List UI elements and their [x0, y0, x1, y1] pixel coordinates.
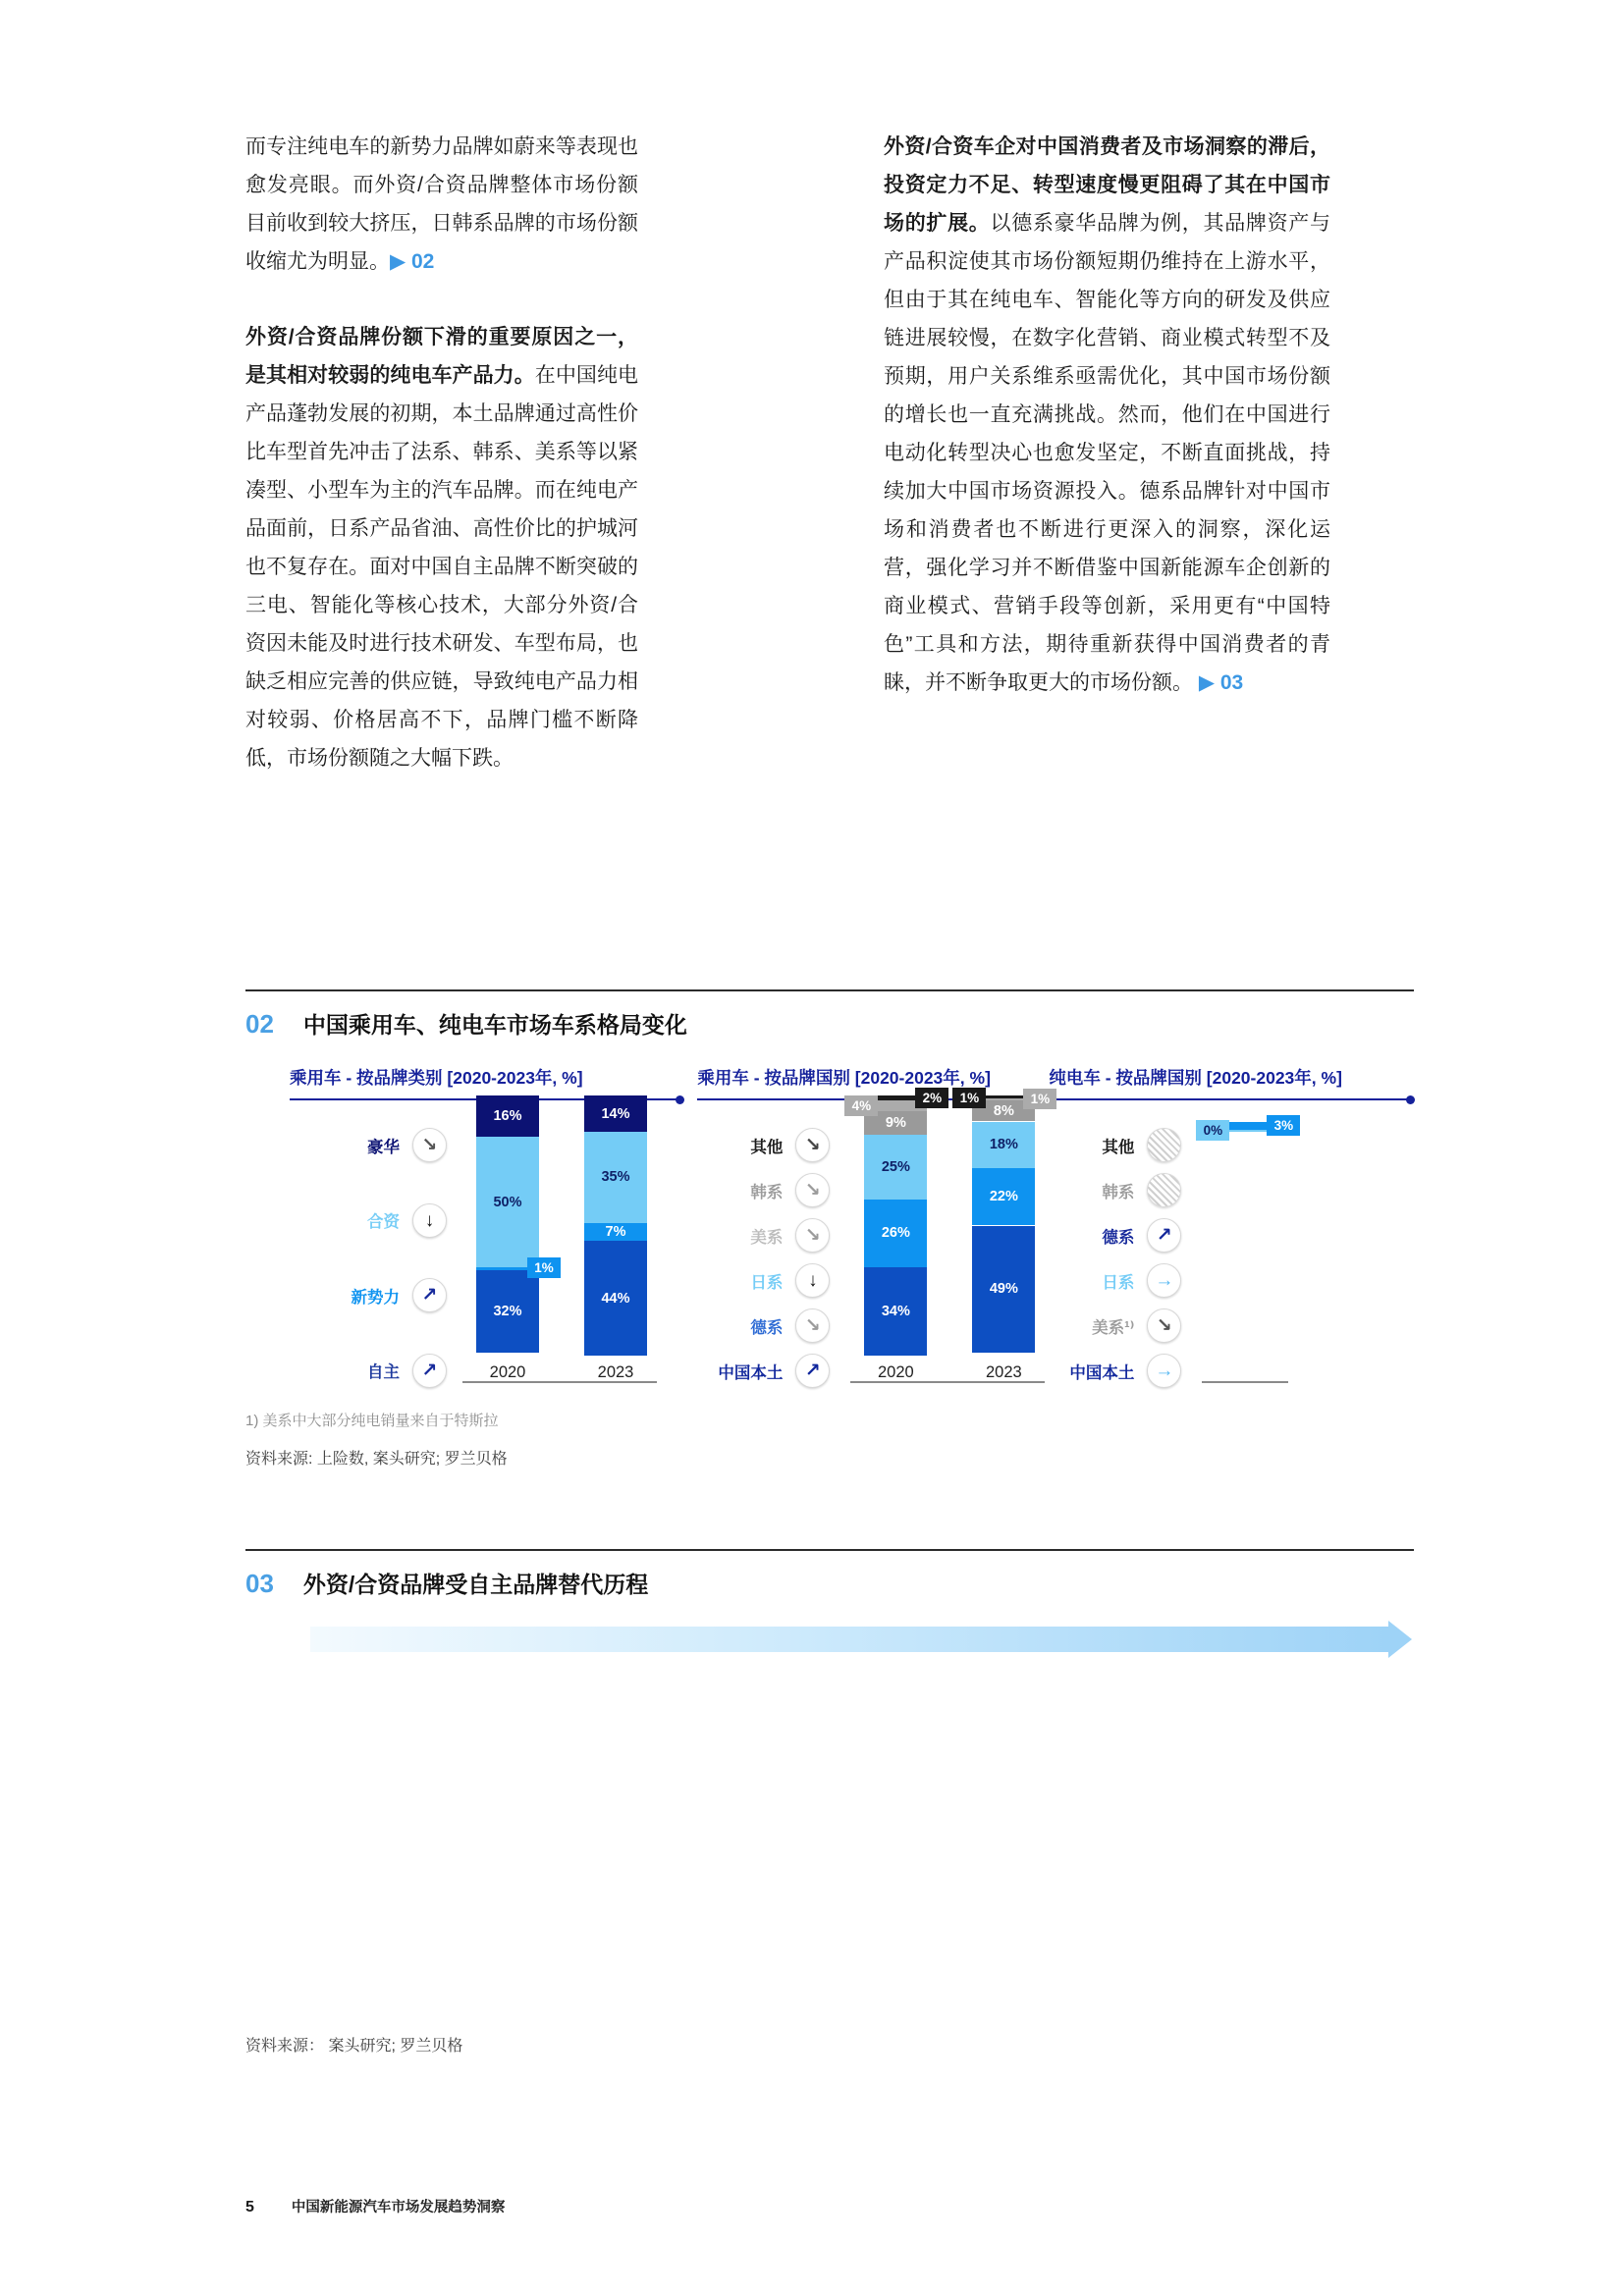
trend-arrow-icon: → [1147, 1354, 1181, 1388]
legend-row [697, 1354, 830, 1388]
body-text: 以德系豪华品牌为例，其品牌资产与产品积淀使其市场份额短期仍维持在上游水平，但由于其在纯电车、智能化等方向的研发及供应链进展较慢，在数字化营销、商业模式转型不及预期，用户关系维系亟需优化，其中国市场份额的增长也一直充满挑战。然而，他们在中国进行电动化转型决心也愈发坚定，不断直面挑战，持续加大中国市场资源投入。德系品牌针对中国市场和消费者也不断进行更深入的洞察，深化运营，强化学习并不断借鉴中国新能源车企创新的商业模式、营销手段等创新，采用更有“中国特色”工具和方法，期待重新获得中国消费者的青睐，并不断争取更大的市场份额。 [884, 212, 1330, 694]
stacked-bar [1203, 1117, 1294, 1382]
segment-value-chip: 1% [1023, 1089, 1056, 1109]
trend-arrow-icon: ↘ [795, 1128, 830, 1162]
legend-label: 德系 [1102, 1228, 1135, 1247]
legend-row [290, 1128, 447, 1162]
bar-charts-row [245, 1065, 1414, 1390]
divider [245, 989, 1414, 991]
figure-source: 资料来源: 上险数, 案头研究; 罗兰贝格 [245, 1451, 508, 1468]
segment-value: 49% [989, 1281, 1018, 1298]
bar-segment [972, 1226, 1035, 1354]
segment-value-chip: 3% [1267, 1115, 1300, 1136]
legend-row [290, 1354, 447, 1388]
figure-ref-03[interactable]: ▶ 03 [1198, 671, 1244, 694]
figure-footnote: 1) 美系中大部分纯电销量来自于特斯拉 [245, 1413, 499, 1429]
chart-legend [290, 1122, 447, 1390]
segment-value: 22% [989, 1189, 1018, 1205]
x-axis-line [850, 1381, 1045, 1383]
bar-segment [972, 1122, 1035, 1169]
x-axis-label: 2023 [986, 1363, 1022, 1381]
bar-segment [584, 1095, 647, 1132]
segment-value: 44% [601, 1290, 630, 1307]
legend-label: 其他 [1102, 1138, 1135, 1156]
trend-arrow-icon: ↓ [795, 1263, 830, 1298]
bar-segment [476, 1137, 539, 1267]
legend-row [697, 1218, 830, 1253]
segment-value: 35% [601, 1169, 630, 1186]
bar-segment [584, 1132, 647, 1223]
divider [245, 1549, 1414, 1551]
segment-value-chip: 4% [844, 1095, 878, 1116]
figure-title: 中国乘用车、纯电车市场车系格局变化 [302, 1012, 687, 1038]
legend-label: 德系 [750, 1318, 784, 1337]
segment-value-chip: 1% [527, 1257, 561, 1278]
chart-plot [1203, 1117, 1294, 1382]
chart-subtitle: 纯电车 - 按品牌国别 [2020-2023年, %] [1049, 1065, 1414, 1100]
segment-value: 26% [881, 1225, 910, 1242]
stacked-bar [584, 1095, 647, 1356]
trend-arrow-icon: ↓ [412, 1203, 447, 1238]
stacked-bar-chart [697, 1065, 1051, 1390]
subtitle-end-dot [1406, 1095, 1415, 1104]
legend-row [697, 1173, 830, 1207]
legend-row [290, 1203, 447, 1238]
bar-column [959, 1091, 1051, 1382]
legend-row [697, 1128, 830, 1162]
legend-row [697, 1263, 830, 1298]
legend-label: 日系 [1102, 1273, 1135, 1292]
x-axis-line [462, 1381, 657, 1383]
chart-subtitle: 乘用车 - 按品牌国别 [2020-2023年, %] [697, 1065, 1035, 1100]
legend-row [1049, 1308, 1181, 1343]
legend-row [1049, 1128, 1181, 1162]
chart-body [290, 1105, 683, 1390]
left-column [245, 128, 638, 815]
page-number: 5 [245, 2199, 254, 2216]
figure-02 [245, 989, 1414, 1468]
figure-number: 02 [245, 1009, 274, 1039]
segment-value: 18% [989, 1137, 1018, 1153]
chart-body [1049, 1117, 1414, 1390]
stacked-bar [959, 1091, 1051, 1356]
segment-value: 7% [605, 1224, 626, 1241]
figure-03-header [245, 1567, 1414, 1599]
subtitle-end-dot [676, 1095, 684, 1104]
segment-value: 16% [493, 1108, 522, 1125]
bar-segment [864, 1200, 927, 1267]
trend-arrow-icon: ↘ [795, 1173, 830, 1207]
hatched-circle-icon [1147, 1173, 1181, 1207]
figure-source: 资料来源： 案头研究; 罗兰贝格 [245, 2038, 463, 2055]
sequence-arrow-band [310, 1627, 1388, 1652]
segment-value: 34% [881, 1303, 910, 1319]
legend-label: 美系 [750, 1228, 784, 1247]
legend-label: 其他 [750, 1138, 784, 1156]
x-axis-label: 2020 [489, 1363, 526, 1381]
chart-plot [851, 1091, 1051, 1382]
legend-row [1049, 1263, 1181, 1298]
figure-ref-02[interactable]: ▶ 02 [390, 250, 435, 273]
bar-segment [972, 1168, 1035, 1225]
trend-arrow-icon: ↘ [795, 1218, 830, 1253]
paragraph [245, 318, 638, 777]
legend-label: 日系 [750, 1273, 784, 1292]
figure-03 [245, 1549, 1414, 2056]
bar-segment [864, 1267, 927, 1356]
stacked-bar [851, 1091, 943, 1356]
lead-bold-text: 外资/合资车企对中国消费者及市场洞察的滞后，投资定力不足、转型速度慢更阻碍了其在中国市场的扩展。 [884, 135, 1330, 235]
legend-row [1049, 1173, 1181, 1207]
substitution-sequence-row [245, 1627, 1414, 1652]
figure-number: 03 [245, 1569, 274, 1598]
legend-label: 中国本土 [1069, 1363, 1135, 1382]
bar-segment [864, 1135, 927, 1200]
lead-bold-text: 外资/合资品牌份额下滑的重要原因之一，是其相对较弱的纯电车产品力。 [245, 326, 638, 387]
x-axis-label: 2023 [597, 1363, 634, 1381]
chart-legend [1049, 1122, 1181, 1390]
body-text: 在中国纯电产品蓬勃发展的初期，本土品牌通过高性价比车型首先冲击了法系、韩系、美系等以紧凑型、小型车为主的汽车品牌。而在纯电产品面前，日系产品省油、高性价比的护城河也不复存在。面对中国自主品牌不断突破的三电、智能化等核心技术，大部分外资/合资因未能及时进行技术研发、车型布局，也缺乏相应完善的供应链，导致纯电产品力相对较弱、价格居高不下，品牌门槛不断降低，市场份额随之大幅下跌。 [245, 364, 639, 770]
segment-value-chip: 2% [915, 1088, 948, 1108]
trend-arrow-icon: ↗ [412, 1354, 447, 1388]
stacked-bar [476, 1095, 554, 1356]
trend-arrow-icon: ↘ [412, 1128, 447, 1162]
bar-segment [476, 1270, 539, 1354]
right-column [884, 128, 1330, 815]
report-title: 中国新能源汽车市场发展趋势洞察 [291, 2200, 506, 2216]
trend-arrow-icon: ↘ [1147, 1308, 1181, 1343]
x-axis-label: 2020 [878, 1363, 914, 1381]
page-footer [245, 2196, 505, 2216]
trend-arrow-icon: ↗ [795, 1354, 830, 1388]
segment-value: 32% [493, 1303, 522, 1319]
bar-column [1203, 1117, 1294, 1382]
segment-value: 50% [493, 1194, 522, 1210]
chart-body [697, 1091, 1051, 1390]
legend-label: 美系¹⁾ [1092, 1318, 1135, 1337]
segment-value: 9% [885, 1114, 906, 1131]
legend-label: 韩系 [1102, 1183, 1135, 1201]
hatched-circle-icon [1147, 1128, 1181, 1162]
segment-value: 8% [993, 1102, 1014, 1119]
segment-value: 25% [881, 1158, 910, 1175]
legend-label: 自主 [367, 1363, 400, 1382]
legend-row [290, 1278, 447, 1312]
segment-value: 14% [601, 1105, 630, 1122]
segment-value-chip: 1% [952, 1088, 986, 1108]
legend-row [697, 1308, 830, 1343]
legend-row [1049, 1354, 1181, 1388]
stacked-bar-chart [245, 1065, 683, 1390]
figure-02-header [245, 1007, 1414, 1040]
legend-row [1049, 1218, 1181, 1253]
legend-label: 韩系 [750, 1183, 784, 1201]
bar-column [851, 1091, 943, 1382]
trend-arrow-icon: ↗ [1147, 1218, 1181, 1253]
stacked-bar-chart [1049, 1065, 1414, 1390]
bar-column [584, 1095, 647, 1382]
paragraph [245, 128, 638, 281]
body-text: 而专注纯电车的新势力品牌如蔚来等表现也愈发亮眼。而外资/合资品牌整体市场份额目前收到较大挤压，日韩系品牌的市场份额收缩尤为明显。 [245, 135, 638, 273]
trend-arrow-icon: ↘ [795, 1308, 830, 1343]
paragraph [884, 128, 1330, 702]
bar-column [476, 1095, 554, 1382]
chart-legend [697, 1122, 830, 1390]
chart-subtitle: 乘用车 - 按品牌类别 [2020-2023年, %] [290, 1065, 683, 1100]
bar-segment [584, 1241, 647, 1356]
trend-arrow-icon: ↗ [412, 1278, 447, 1312]
trend-arrow-icon: → [1147, 1263, 1181, 1298]
chart-plot [476, 1105, 647, 1382]
bar-segment [584, 1223, 647, 1242]
legend-label: 豪华 [367, 1138, 400, 1156]
segment-value-chip: 0% [1196, 1120, 1229, 1141]
bar-segment [476, 1095, 539, 1137]
article-columns [245, 128, 1330, 815]
legend-label: 新势力 [351, 1288, 400, 1307]
legend-label: 合资 [367, 1213, 400, 1232]
legend-label: 中国本土 [718, 1363, 784, 1382]
price-segment-diagram [245, 1654, 1414, 1990]
figure-title: 外资/合资品牌受自主品牌替代历程 [302, 1572, 649, 1597]
